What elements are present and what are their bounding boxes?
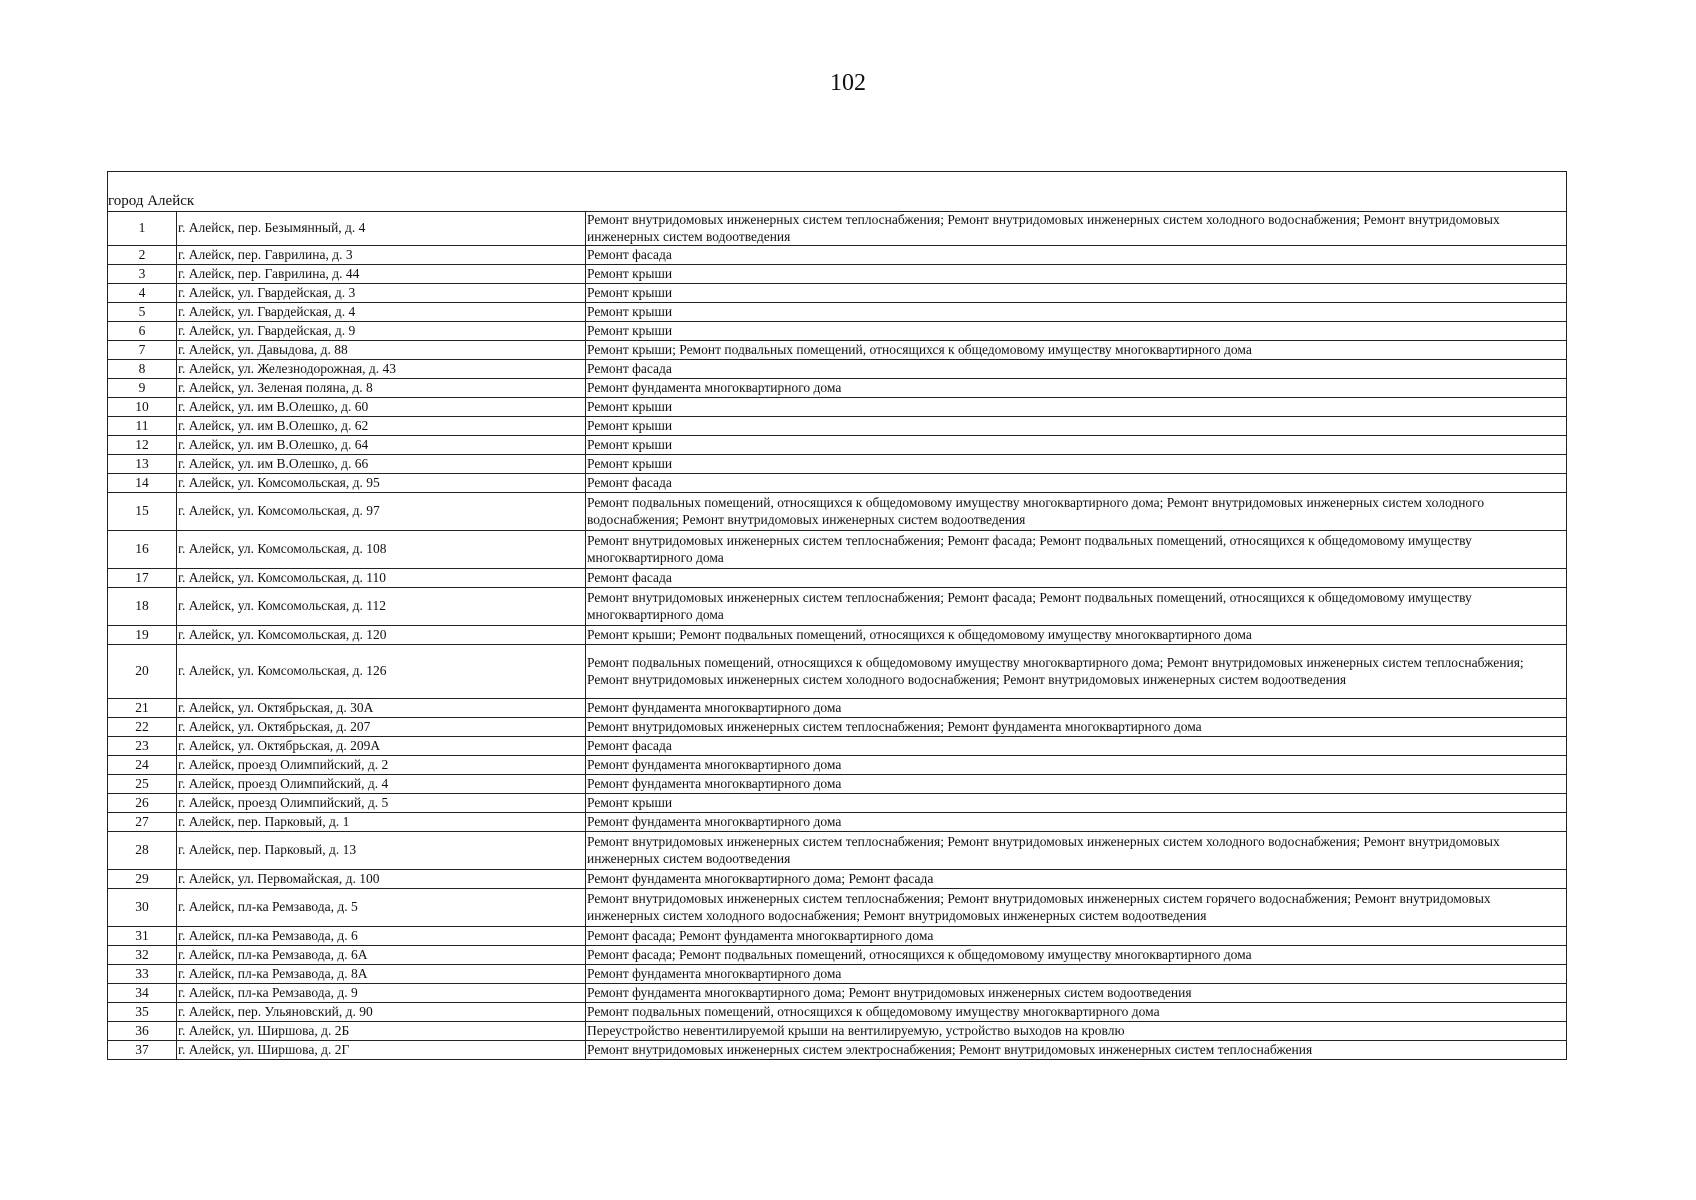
row-number: 21 — [108, 699, 177, 718]
row-number: 15 — [108, 493, 177, 531]
row-number: 29 — [108, 870, 177, 889]
works-cell: Ремонт крыши — [586, 794, 1567, 813]
table-row — [108, 832, 1567, 870]
row-number: 1 — [108, 212, 177, 246]
works-cell: Ремонт внутридомовых инженерных систем теплоснабжения; Ремонт внутридомовых инженерных систем холодного водоснабжения; Ремонт внутридомовых инженерных систем водоотведения — [586, 832, 1567, 870]
address-cell: г. Алейск, ул. им В.Олешко, д. 60 — [177, 398, 586, 417]
repair-register-table — [107, 211, 1567, 1060]
table-row — [108, 455, 1567, 474]
works-cell: Ремонт подвальных помещений, относящихся к общедомовому имуществу многоквартирного дома; Ремонт внутридомовых инженерных систем теплоснабжения; Ремонт внутридомовых инженерных систем холодного водоснабжения; Ремонт внутридомовых инженерных систем водоотведения — [586, 645, 1567, 699]
works-cell: Ремонт фундамента многоквартирного дома — [586, 379, 1567, 398]
row-number: 11 — [108, 417, 177, 436]
table-row — [108, 474, 1567, 493]
address-cell: г. Алейск, пер. Парковый, д. 1 — [177, 813, 586, 832]
row-number: 24 — [108, 756, 177, 775]
works-cell: Ремонт фундамента многоквартирного дома — [586, 813, 1567, 832]
address-cell: г. Алейск, ул. Комсомольская, д. 110 — [177, 569, 586, 588]
table-row — [108, 246, 1567, 265]
works-cell: Ремонт фасада — [586, 737, 1567, 756]
row-number: 14 — [108, 474, 177, 493]
table-row — [108, 737, 1567, 756]
address-cell: г. Алейск, ул. Октябрьская, д. 209А — [177, 737, 586, 756]
table-row — [108, 417, 1567, 436]
works-cell: Ремонт фасада; Ремонт фундамента многоквартирного дома — [586, 927, 1567, 946]
works-cell: Ремонт крыши — [586, 455, 1567, 474]
table-row — [108, 699, 1567, 718]
row-number: 22 — [108, 718, 177, 737]
address-cell: г. Алейск, ул. им В.Олешко, д. 64 — [177, 436, 586, 455]
table-header-frame — [107, 171, 1567, 211]
city-header: город Алейск — [108, 193, 195, 209]
address-cell: г. Алейск, ул. им В.Олешко, д. 62 — [177, 417, 586, 436]
works-cell: Ремонт фундамента многоквартирного дома; Ремонт внутридомовых инженерных систем водоотведения — [586, 984, 1567, 1003]
row-number: 9 — [108, 379, 177, 398]
row-number: 18 — [108, 588, 177, 626]
row-number: 31 — [108, 927, 177, 946]
table-row — [108, 398, 1567, 417]
row-number: 36 — [108, 1022, 177, 1041]
table-row — [108, 379, 1567, 398]
works-cell: Ремонт крыши — [586, 284, 1567, 303]
works-cell: Ремонт крыши — [586, 417, 1567, 436]
table-row — [108, 965, 1567, 984]
address-cell: г. Алейск, пер. Гаврилина, д. 44 — [177, 265, 586, 284]
works-cell: Ремонт крыши; Ремонт подвальных помещений, относящихся к общедомовому имуществу многоквартирного дома — [586, 626, 1567, 645]
row-number: 3 — [108, 265, 177, 284]
row-number: 4 — [108, 284, 177, 303]
address-cell: г. Алейск, пер. Ульяновский, д. 90 — [177, 1003, 586, 1022]
works-cell: Ремонт фасада — [586, 246, 1567, 265]
address-cell: г. Алейск, ул. Комсомольская, д. 97 — [177, 493, 586, 531]
table-row — [108, 341, 1567, 360]
table-row — [108, 569, 1567, 588]
table-row — [108, 718, 1567, 737]
row-number: 23 — [108, 737, 177, 756]
table-row — [108, 870, 1567, 889]
table-row — [108, 756, 1567, 775]
works-cell: Ремонт внутридомовых инженерных систем теплоснабжения; Ремонт внутридомовых инженерных систем горячего водоснабжения; Ремонт внутридомовых инженерных систем холодного водоснабжения; Ремонт внутридомовых инженерных систем водоотведения — [586, 889, 1567, 927]
table-row — [108, 1003, 1567, 1022]
table-row — [108, 645, 1567, 699]
works-cell: Ремонт фундамента многоквартирного дома — [586, 775, 1567, 794]
table-row — [108, 626, 1567, 645]
row-number: 30 — [108, 889, 177, 927]
table-row — [108, 813, 1567, 832]
works-cell: Ремонт крыши — [586, 303, 1567, 322]
works-cell: Переустройство невентилируемой крыши на вентилируемую, устройство выходов на кровлю — [586, 1022, 1567, 1041]
table-row — [108, 265, 1567, 284]
works-cell: Ремонт внутридомовых инженерных систем теплоснабжения; Ремонт фундамента многоквартирного дома — [586, 718, 1567, 737]
works-cell: Ремонт фасада — [586, 569, 1567, 588]
row-number: 13 — [108, 455, 177, 474]
row-number: 28 — [108, 832, 177, 870]
address-cell: г. Алейск, ул. Октябрьская, д. 30А — [177, 699, 586, 718]
address-cell: г. Алейск, пер. Парковый, д. 13 — [177, 832, 586, 870]
address-cell: г. Алейск, пл-ка Ремзавода, д. 6 — [177, 927, 586, 946]
address-cell: г. Алейск, ул. им В.Олешко, д. 66 — [177, 455, 586, 474]
works-cell: Ремонт фундамента многоквартирного дома — [586, 756, 1567, 775]
row-number: 25 — [108, 775, 177, 794]
address-cell: г. Алейск, пер. Безымянный, д. 4 — [177, 212, 586, 246]
address-cell: г. Алейск, пер. Гаврилина, д. 3 — [177, 246, 586, 265]
address-cell: г. Алейск, ул. Зеленая поляна, д. 8 — [177, 379, 586, 398]
table-row — [108, 946, 1567, 965]
row-number: 34 — [108, 984, 177, 1003]
address-cell: г. Алейск, ул. Железнодорожная, д. 43 — [177, 360, 586, 379]
address-cell: г. Алейск, ул. Комсомольская, д. 112 — [177, 588, 586, 626]
row-number: 20 — [108, 645, 177, 699]
address-cell: г. Алейск, проезд Олимпийский, д. 4 — [177, 775, 586, 794]
table-row — [108, 322, 1567, 341]
address-cell: г. Алейск, ул. Ширшова, д. 2Г — [177, 1041, 586, 1060]
row-number: 6 — [108, 322, 177, 341]
row-number: 8 — [108, 360, 177, 379]
works-cell: Ремонт внутридомовых инженерных систем теплоснабжения; Ремонт фасада; Ремонт подвальных помещений, относящихся к общедомовому имуществу многоквартирного дома — [586, 588, 1567, 626]
table-row — [108, 531, 1567, 569]
row-number: 16 — [108, 531, 177, 569]
works-cell: Ремонт фасада — [586, 474, 1567, 493]
row-number: 2 — [108, 246, 177, 265]
address-cell: г. Алейск, ул. Давыдова, д. 88 — [177, 341, 586, 360]
works-cell: Ремонт фасада — [586, 360, 1567, 379]
works-cell: Ремонт крыши — [586, 436, 1567, 455]
table-row — [108, 284, 1567, 303]
works-cell: Ремонт фундамента многоквартирного дома; Ремонт фасада — [586, 870, 1567, 889]
address-cell: г. Алейск, ул. Октябрьская, д. 207 — [177, 718, 586, 737]
row-number: 10 — [108, 398, 177, 417]
table-row — [108, 927, 1567, 946]
row-number: 7 — [108, 341, 177, 360]
row-number: 12 — [108, 436, 177, 455]
address-cell: г. Алейск, ул. Первомайская, д. 100 — [177, 870, 586, 889]
address-cell: г. Алейск, ул. Комсомольская, д. 108 — [177, 531, 586, 569]
works-cell: Ремонт подвальных помещений, относящихся к общедомовому имуществу многоквартирного дома; Ремонт внутридомовых инженерных систем холодного водоснабжения; Ремонт внутридомовых инженерных систем водоотведения — [586, 493, 1567, 531]
row-number: 5 — [108, 303, 177, 322]
row-number: 26 — [108, 794, 177, 813]
table-row — [108, 493, 1567, 531]
table-row — [108, 984, 1567, 1003]
address-cell: г. Алейск, ул. Комсомольская, д. 126 — [177, 645, 586, 699]
works-cell: Ремонт крыши; Ремонт подвальных помещений, относящихся к общедомовому имуществу многоквартирного дома — [586, 341, 1567, 360]
address-cell: г. Алейск, ул. Комсомольская, д. 95 — [177, 474, 586, 493]
works-cell: Ремонт крыши — [586, 265, 1567, 284]
table-row — [108, 889, 1567, 927]
works-cell: Ремонт крыши — [586, 322, 1567, 341]
works-cell: Ремонт внутридомовых инженерных систем электроснабжения; Ремонт внутридомовых инженерных систем теплоснабжения — [586, 1041, 1567, 1060]
address-cell: г. Алейск, пл-ка Ремзавода, д. 9 — [177, 984, 586, 1003]
row-number: 37 — [108, 1041, 177, 1060]
address-cell: г. Алейск, проезд Олимпийский, д. 5 — [177, 794, 586, 813]
table-row — [108, 303, 1567, 322]
works-cell: Ремонт крыши — [586, 398, 1567, 417]
table-row — [108, 212, 1567, 246]
address-cell: г. Алейск, пл-ка Ремзавода, д. 8А — [177, 965, 586, 984]
address-cell: г. Алейск, ул. Гвардейская, д. 4 — [177, 303, 586, 322]
address-cell: г. Алейск, ул. Гвардейская, д. 3 — [177, 284, 586, 303]
table-row — [108, 436, 1567, 455]
table-row — [108, 775, 1567, 794]
works-cell: Ремонт фундамента многоквартирного дома — [586, 965, 1567, 984]
table-row — [108, 794, 1567, 813]
row-number: 33 — [108, 965, 177, 984]
page-number: 102 — [830, 70, 866, 96]
row-number: 27 — [108, 813, 177, 832]
table-row — [108, 588, 1567, 626]
row-number: 32 — [108, 946, 177, 965]
table-row — [108, 1022, 1567, 1041]
address-cell: г. Алейск, проезд Олимпийский, д. 2 — [177, 756, 586, 775]
table-row — [108, 1041, 1567, 1060]
works-cell: Ремонт фасада; Ремонт подвальных помещений, относящихся к общедомовому имуществу многоквартирного дома — [586, 946, 1567, 965]
row-number: 17 — [108, 569, 177, 588]
address-cell: г. Алейск, пл-ка Ремзавода, д. 6А — [177, 946, 586, 965]
table-row — [108, 360, 1567, 379]
works-cell: Ремонт внутридомовых инженерных систем теплоснабжения; Ремонт внутридомовых инженерных систем холодного водоснабжения; Ремонт внутридомовых инженерных систем водоотведения — [586, 212, 1567, 246]
works-cell: Ремонт фундамента многоквартирного дома — [586, 699, 1567, 718]
address-cell: г. Алейск, ул. Комсомольская, д. 120 — [177, 626, 586, 645]
row-number: 19 — [108, 626, 177, 645]
address-cell: г. Алейск, ул. Ширшова, д. 2Б — [177, 1022, 586, 1041]
table-body — [108, 212, 1567, 1060]
works-cell: Ремонт подвальных помещений, относящихся к общедомовому имуществу многоквартирного дома — [586, 1003, 1567, 1022]
row-number: 35 — [108, 1003, 177, 1022]
address-cell: г. Алейск, пл-ка Ремзавода, д. 5 — [177, 889, 586, 927]
works-cell: Ремонт внутридомовых инженерных систем теплоснабжения; Ремонт фасада; Ремонт подвальных помещений, относящихся к общедомовому имуществу многоквартирного дома — [586, 531, 1567, 569]
address-cell: г. Алейск, ул. Гвардейская, д. 9 — [177, 322, 586, 341]
